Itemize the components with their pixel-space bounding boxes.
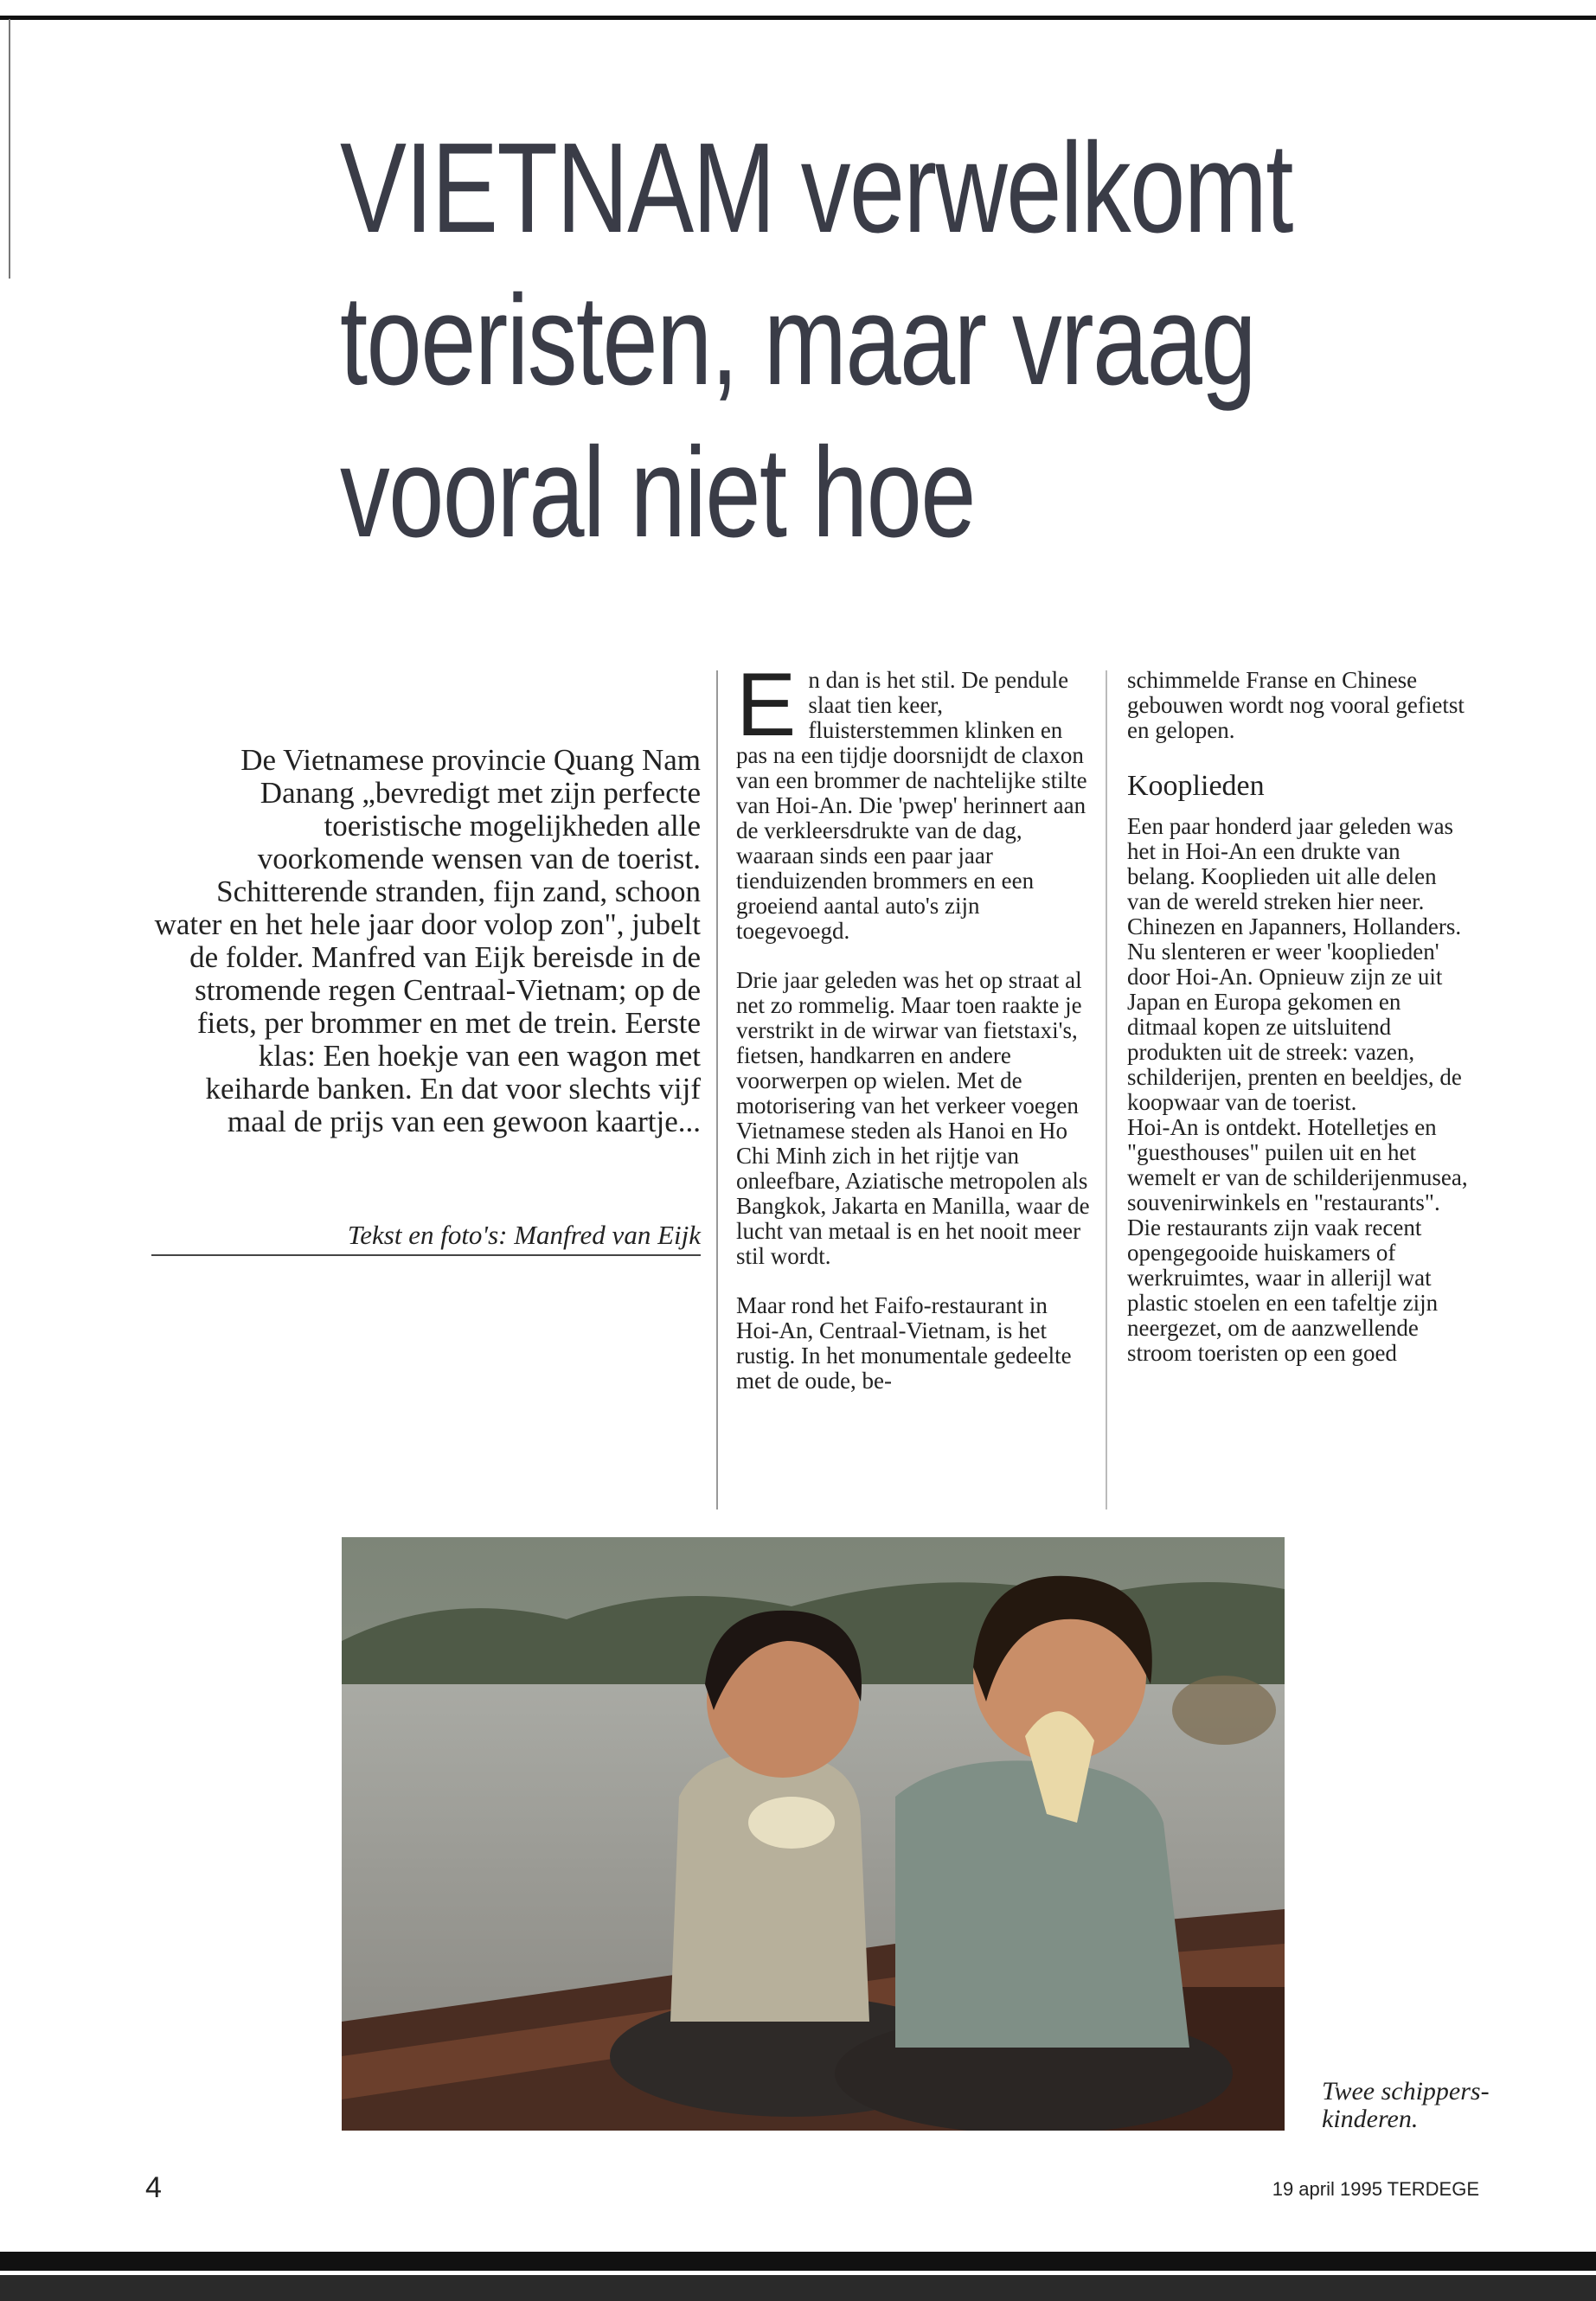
column2-paragraph-1 [736, 655, 1093, 944]
article-headline [340, 112, 1292, 569]
column-divider-right [1106, 670, 1107, 1509]
credit-divider [151, 1254, 701, 1256]
column2-p1-text: n dan is het stil. De pendule slaat tien keer, fluisterstemmen klinken en pas na een tijdje doorsnijdt de claxon van een brommer de nachtelijke stilte van Hoi-An. Die 'pwep' herinnert aan de verkleersdrukte van de dag, waaraan sinds een paar jaar tienduizenden brommers en een groeiend aantal auto's zijn toegevoegd. [736, 667, 1087, 944]
drop-cap: E [736, 655, 797, 755]
headline-line-2: toeristen, maar vraag [340, 269, 1256, 412]
article-credit: Tekst en foto's: Manfred van Eijk [347, 1220, 701, 1250]
section-subhead: Kooplieden [1127, 770, 1265, 802]
column3-paragraph-3: Hoi-An is ontdekt. Hotelletjes en "guesthouses" puilen uit en het wemelt er van de schilderijenmusea, souvenirwinkels en "restaurants". Die restaurants zijn vaak recent opengegooide huiskamers of werkruimtes, waar in allerijl wat plastic stoelen en een tafeltje zijn neergezet, om de aanzwellende stroom toeristen op een goed [1127, 1114, 1468, 1366]
column2-paragraph-2: Drie jaar geleden was het op straat al net zo rommelig. Maar toen raakte je verstrikt in de wirwar van fietstaxi's, fietsen, handkarren en andere voorwerpen op wielen. Met de motorisering van het verkeer voegen Vietnamese steden als Hanoi en Ho Chi Minh zich in het rijtje van onleefbare, Aziatische metropolen als Bangkok, Jakarta en Manilla, waar de lucht van metaal is en het nooit meer stil wordt. [736, 967, 1090, 1269]
body-column-2 [736, 655, 1093, 1418]
intro-text: De Vietnamese provincie Quang Nam Danang „bevredigt met zijn perfecte toeristische mogelijkheden alle voorkomende wensen van de toerist. Schitterende stranden, fijn zand, schoon water en het hele jaar door volop zon", jubelt de folder. Manfred van Eijk bereisde in de stromende regen Centraal-Vietnam; op de fiets, per brommer en met de trein. Eerste klas: Een hoekje van een wagon met keiharde banken. En dat voor slechts vijf maal de prijs van een gewoon kaartje... [154, 743, 701, 1138]
issue-footer: 19 april 1995 TERDEGE [1272, 2178, 1479, 2200]
column2-paragraph-3: Maar rond het Faifo-restaurant in Hoi-An, Centraal-Vietnam, is het rustig. In het monumentale gedeelte met de oude, be- [736, 1292, 1072, 1394]
bottom-scan-band [0, 2252, 1596, 2271]
article-intro [151, 744, 701, 1138]
body-column-3 [1127, 668, 1473, 1390]
top-border-line [0, 16, 1596, 20]
column3-paragraph-2: Een paar honderd jaar geleden was het in Hoi-An een drukte van belang. Kooplieden uit alle delen van de wereld streken hier neer. Chinezen en Japanners, Hollanders. Nu slenteren er weer 'kooplieden' door Hoi-An. Opnieuw zijn ze uit Japan en Europa gekomen en ditmaal kopen ze uitsluitend produkten uit de streek: vazen, schilderijen, prenten en beeldjes, de koopwaar van de toerist. [1127, 813, 1462, 1115]
headline-line-1: VIETNAM verwelkomt [340, 117, 1292, 260]
headline-line-3: vooral niet hoe [340, 421, 975, 564]
photo-children-eating [342, 1537, 1285, 2131]
article-photo [342, 1537, 1285, 2131]
photo-caption: Twee schippers-kinderen. [1322, 2077, 1490, 2133]
page-number: 4 [145, 2171, 162, 2204]
bottom-scan-band-lower [0, 2275, 1596, 2301]
column3-paragraph-1: schimmelde Franse en Chinese gebouwen wordt nog vooral gefietst en gelopen. [1127, 667, 1465, 743]
column-divider-left [716, 670, 718, 1509]
left-edge-line [9, 19, 10, 279]
